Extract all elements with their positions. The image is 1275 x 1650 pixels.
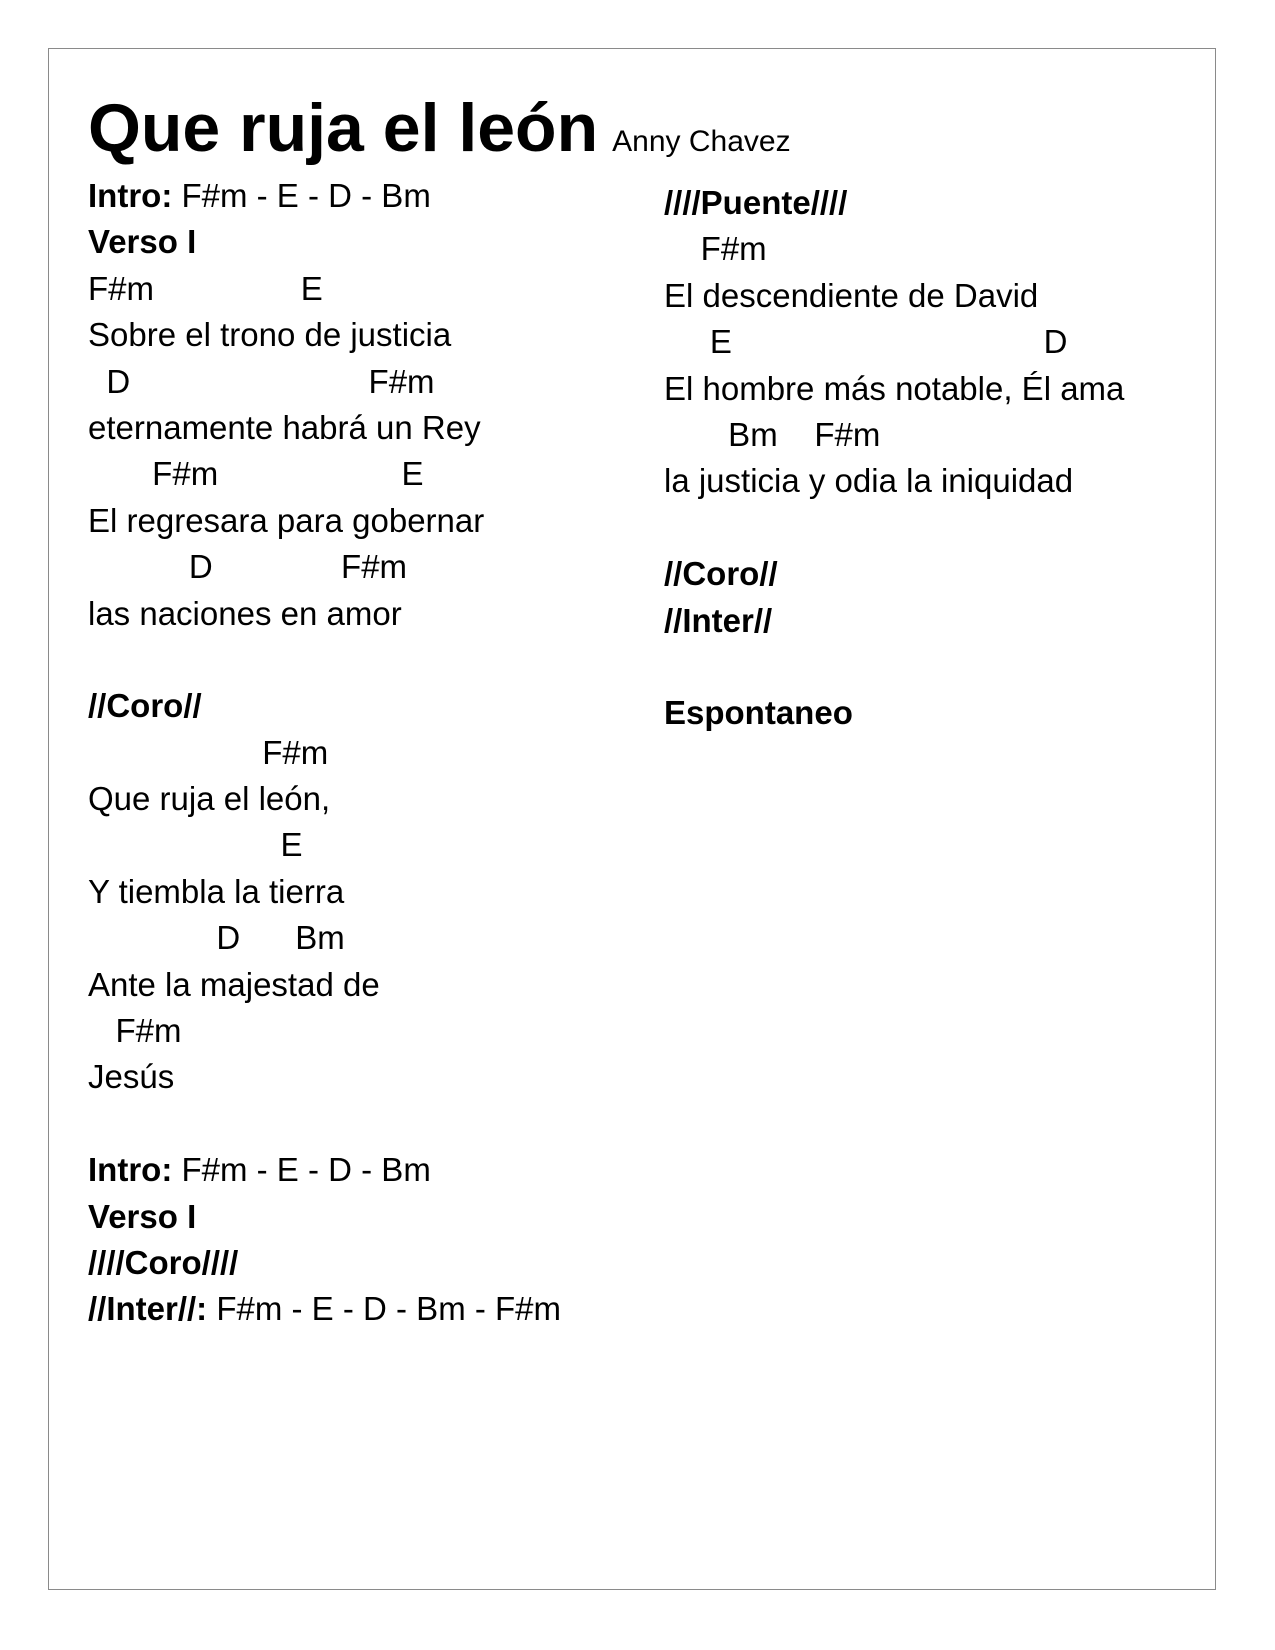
right-column-line — [664, 180, 1124, 226]
left-column-line — [88, 498, 561, 544]
right-column-line — [664, 226, 1124, 272]
left-column-line — [88, 776, 561, 822]
left-column-line — [88, 451, 561, 497]
left-column-line — [88, 591, 561, 637]
lyric-text: El regresara para gobernar — [88, 501, 485, 539]
left-column-line — [88, 219, 561, 265]
lyric-text: F#m — [88, 1012, 182, 1050]
left-column-line — [88, 915, 561, 961]
lyric-text: E D — [664, 323, 1068, 361]
right-column-line — [664, 551, 1124, 597]
lyric-text: El hombre más notable, Él ama — [664, 369, 1125, 407]
song-artist: Anny Chavez — [612, 125, 791, 158]
left-column-line — [88, 1286, 561, 1332]
right-column-line — [664, 458, 1124, 504]
left-column-line — [88, 1194, 561, 1240]
lyric-text: F#m - E - D - Bm — [172, 177, 431, 214]
left-column-line — [88, 637, 561, 683]
section-label: //Coro// — [664, 555, 778, 593]
left-column-line — [88, 683, 561, 729]
left-column-line — [88, 1054, 561, 1100]
lyric-text: F#m — [88, 733, 329, 771]
lyric-text: El descendiente de David — [664, 276, 1039, 314]
right-column-line — [664, 366, 1124, 412]
section-label: Intro: — [88, 177, 173, 214]
left-column-line — [88, 1240, 561, 1286]
lyric-text: Ante la majestad de — [88, 965, 380, 1003]
left-column-line — [88, 822, 561, 868]
section-label: //Inter// — [664, 601, 773, 639]
right-column-line — [664, 598, 1124, 644]
left-column-line — [88, 869, 561, 915]
lyric-text: la justicia y odia la iniquidad — [664, 462, 1074, 500]
section-label: ////Coro//// — [88, 1243, 239, 1281]
left-column — [88, 173, 561, 1333]
lyric-text: Jesús — [88, 1058, 175, 1096]
section-label: //Inter//: — [88, 1290, 208, 1328]
section-label: Espontaneo — [664, 694, 853, 732]
lyric-text: F#m - E - D - Bm — [172, 1151, 431, 1189]
section-label: ////Puente//// — [664, 184, 848, 221]
lyric-text: E — [88, 826, 303, 864]
lyric-text: F#m - E - D - Bm - F#m — [207, 1290, 562, 1328]
title-row — [88, 86, 791, 170]
lyric-text: Y tiembla la tierra — [88, 872, 345, 910]
lyric-text: las naciones en amor — [88, 594, 402, 632]
right-column-line — [664, 644, 1124, 690]
right-column-line — [664, 319, 1124, 365]
lyric-text: Que ruja el león, — [88, 780, 331, 818]
left-column-line — [88, 962, 561, 1008]
right-column-line — [664, 412, 1124, 458]
right-column-line — [664, 273, 1124, 319]
song-title: Que ruja el león — [88, 90, 599, 166]
lyric-text: D Bm — [88, 919, 345, 957]
left-column-line — [88, 312, 561, 358]
left-column-line — [88, 1147, 561, 1193]
left-column-line — [88, 405, 561, 451]
left-column-line — [88, 730, 561, 776]
left-column-line — [88, 544, 561, 590]
right-column — [664, 180, 1124, 737]
right-column-line — [664, 690, 1124, 736]
lyric-text: Sobre el trono de justicia — [88, 316, 452, 354]
lyric-text: F#m E — [88, 455, 424, 493]
section-label: Verso I — [88, 1197, 197, 1235]
section-label: Verso I — [88, 223, 197, 261]
left-column-line — [88, 1101, 561, 1147]
section-label: //Coro// — [88, 687, 202, 725]
lyric-text: F#m — [664, 230, 767, 268]
lyric-text: F#m E — [88, 269, 323, 307]
left-column-line — [88, 1008, 561, 1054]
left-column-line — [88, 359, 561, 405]
section-label: Intro: — [88, 1151, 173, 1189]
lyric-text: Bm F#m — [664, 415, 881, 453]
lyric-text: D F#m — [88, 362, 435, 400]
left-column-line — [88, 173, 561, 219]
lyric-text: D F#m — [88, 548, 408, 586]
right-column-line — [664, 505, 1124, 551]
left-column-line — [88, 266, 561, 312]
lyric-text: eternamente habrá un Rey — [88, 408, 481, 446]
